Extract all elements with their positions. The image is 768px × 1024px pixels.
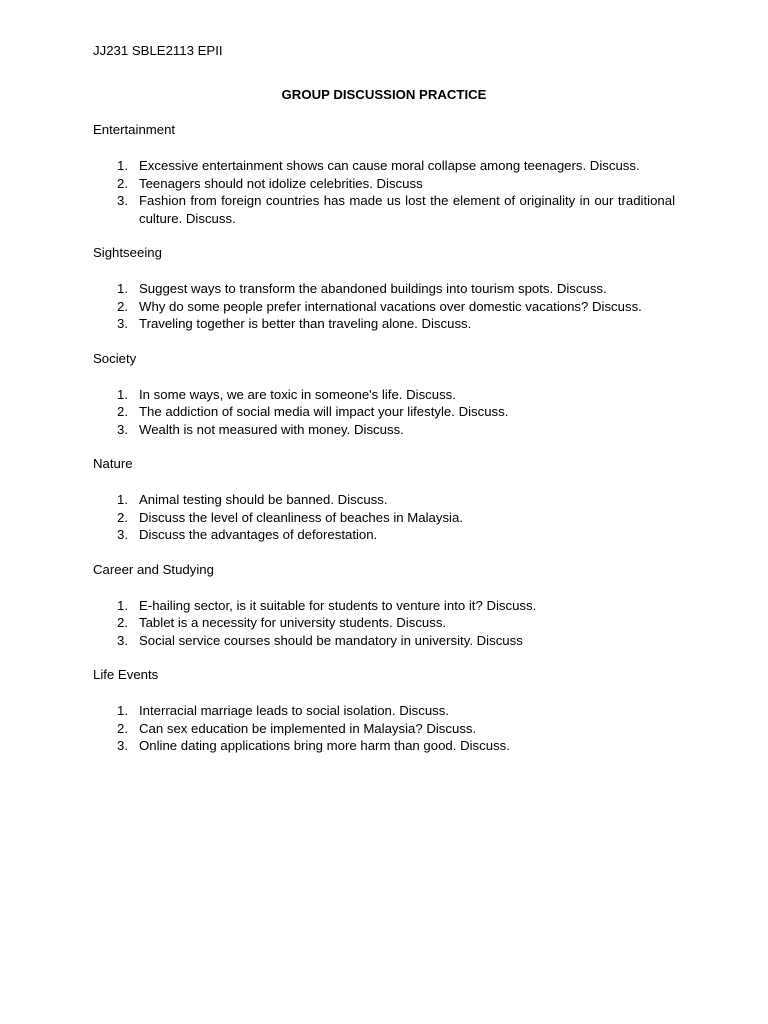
question-list [93,491,675,544]
list-item [93,157,675,175]
item-text: Can sex education be implemented in Malaysia? Discuss. [139,720,477,736]
question-list [93,280,675,333]
list-item [93,614,675,632]
question-list [93,702,675,755]
section-heading: Nature [93,456,133,471]
item-number: 1. [117,281,128,296]
list-item [93,509,675,527]
section-heading: Life Events [93,667,159,682]
section-heading: Society [93,350,137,366]
item-number: 3. [117,421,128,437]
course-code-header: JJ231 SBLE2113 EPII [93,43,223,58]
item-text: Social service courses should be mandatory in university. Discuss [139,632,523,648]
item-text: Excessive entertainment shows can cause moral collapse among teenagers. Discuss. [139,158,640,173]
item-text: Suggest ways to transform the abandoned buildings into tourism spots. Discuss. [139,281,607,296]
item-number: 1. [117,492,128,507]
section-heading: Entertainment [93,122,176,137]
item-text: Discuss the level of cleanliness of beaches in Malaysia. [139,509,463,525]
item-number: 1. [117,597,128,613]
item-number: 1. [117,158,128,173]
question-list [93,597,675,650]
list-item [93,315,675,333]
item-text: E-hailing sector, is it suitable for students to venture into it? Discuss. [139,597,537,613]
list-item [93,298,675,316]
item-text: The addiction of social media will impact your lifestyle. Discuss. [139,404,509,419]
section-heading: Career and Studying [93,561,214,577]
section-nature [93,456,675,544]
item-number: 3. [117,738,128,753]
item-number: 2. [117,720,128,736]
item-number: 2. [117,404,128,419]
item-number: 3. [117,527,128,542]
item-number: 2. [117,298,128,314]
item-text: Wealth is not measured with money. Discuss. [139,421,404,437]
item-number: 3. [117,316,128,331]
item-text: Fashion from foreign countries has made us lost the element of originality in our traditional culture. Discuss. [139,193,675,226]
section-heading: Sightseeing [93,245,162,260]
list-item [93,421,675,439]
item-number: 3. [117,193,128,208]
item-text: In some ways, we are toxic in someone's life. Discuss. [139,386,456,402]
section-society [93,351,675,439]
list-item [93,720,675,738]
document-content [93,122,675,773]
list-item [93,280,675,298]
list-item [93,491,675,509]
item-number: 1. [117,703,128,718]
item-number: 1. [117,386,128,402]
item-text: Online dating applications bring more harm than good. Discuss. [139,738,510,753]
list-item [93,737,675,755]
item-text: Discuss the advantages of deforestation. [139,527,378,542]
list-item [93,597,675,615]
list-item [93,702,675,720]
list-item [93,192,675,227]
item-text: Why do some people prefer international vacations over domestic vacations? Discuss. [139,298,642,314]
item-number: 2. [117,509,128,525]
item-text: Tablet is a necessity for university students. Discuss. [139,615,447,630]
item-text: Traveling together is better than traveling alone. Discuss. [139,316,472,331]
document-title: GROUP DISCUSSION PRACTICE [281,87,487,102]
item-number: 3. [117,632,128,648]
question-list [93,157,675,227]
item-text: Teenagers should not idolize celebrities. Discuss [139,175,423,191]
section-sightseeing [93,245,675,333]
section-life-events [93,667,675,755]
item-text: Interracial marriage leads to social isolation. Discuss. [139,703,450,718]
section-career-and-studying [93,562,675,650]
list-item [93,526,675,544]
item-text: Animal testing should be banned. Discuss. [139,492,388,507]
item-number: 2. [117,175,128,191]
list-item [93,632,675,650]
list-item [93,386,675,404]
section-entertainment [93,122,675,227]
list-item [93,175,675,193]
list-item [93,403,675,421]
item-number: 2. [117,615,128,630]
question-list [93,386,675,439]
